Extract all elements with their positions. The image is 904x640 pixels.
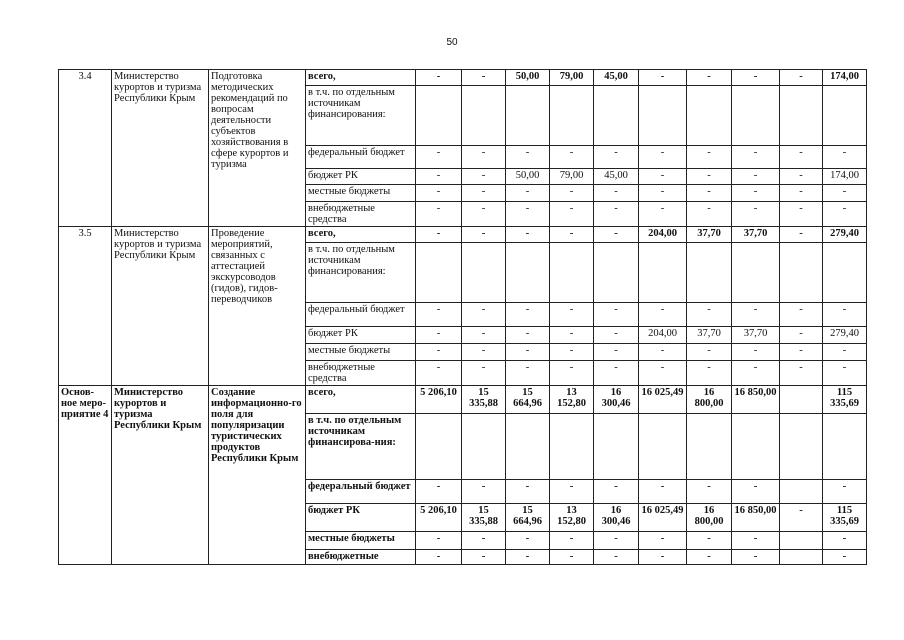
value-cell: - <box>687 361 732 386</box>
value-cell: 37,70 <box>732 327 780 344</box>
value-cell: - <box>416 327 462 344</box>
value-cell: - <box>416 202 462 227</box>
value-cell: 5 206,10 <box>416 504 462 532</box>
value-cell: - <box>594 532 639 550</box>
value-cell: 37,70 <box>687 227 732 243</box>
value-cell: - <box>594 327 639 344</box>
funding-source: внебюджетные средства <box>306 361 416 386</box>
value-cell: 13 152,80 <box>550 504 594 532</box>
value-cell: 37,70 <box>732 227 780 243</box>
table-row <box>59 70 867 86</box>
funding-source: внебюджетные средства <box>306 202 416 227</box>
value-cell: 13 152,80 <box>550 386 594 414</box>
value-cell: 37,70 <box>687 327 732 344</box>
value-cell <box>732 86 780 146</box>
value-cell: - <box>639 202 687 227</box>
value-cell: - <box>687 70 732 86</box>
value-cell: - <box>416 227 462 243</box>
value-cell: 115 335,69 <box>823 386 867 414</box>
funding-source: федеральный бюджет <box>306 303 416 327</box>
value-cell: - <box>639 344 687 361</box>
value-cell: - <box>594 227 639 243</box>
value-cell: - <box>732 169 780 185</box>
value-cell: - <box>416 550 462 565</box>
funding-source: в т.ч. по отдельным источникам финансирования: <box>306 86 416 146</box>
value-cell: - <box>823 202 867 227</box>
value-cell: - <box>594 202 639 227</box>
value-cell: - <box>416 169 462 185</box>
value-cell: - <box>639 361 687 386</box>
value-cell: - <box>639 532 687 550</box>
value-cell: - <box>687 550 732 565</box>
value-cell: - <box>506 185 550 202</box>
value-cell: - <box>462 202 506 227</box>
value-cell: 16 850,00 <box>732 504 780 532</box>
value-cell: 15 335,88 <box>462 386 506 414</box>
value-cell <box>506 414 550 480</box>
value-cell <box>780 86 823 146</box>
value-cell: - <box>823 185 867 202</box>
value-cell: - <box>416 480 462 504</box>
value-cell: - <box>416 344 462 361</box>
funding-source: в т.ч. по отдельным источникам финансирования: <box>306 243 416 303</box>
value-cell: - <box>823 480 867 504</box>
value-cell: - <box>506 327 550 344</box>
value-cell: - <box>550 550 594 565</box>
value-cell <box>780 243 823 303</box>
value-cell: 16 300,46 <box>594 386 639 414</box>
value-cell <box>687 86 732 146</box>
value-cell: - <box>462 70 506 86</box>
funding-source: местные бюджеты <box>306 532 416 550</box>
value-cell: - <box>732 146 780 169</box>
value-cell: - <box>639 480 687 504</box>
value-cell: - <box>780 344 823 361</box>
funding-source: федеральный бюджет <box>306 480 416 504</box>
funding-source: всего, <box>306 227 416 243</box>
budget-table <box>58 69 867 565</box>
value-cell <box>780 532 823 550</box>
value-cell: - <box>462 185 506 202</box>
value-cell: - <box>416 361 462 386</box>
value-cell: - <box>550 303 594 327</box>
funding-source: федеральный бюджет <box>306 146 416 169</box>
value-cell: - <box>687 185 732 202</box>
section-code: Основ-ное меро-приятие 4 <box>59 386 112 565</box>
value-cell: - <box>780 70 823 86</box>
value-cell: - <box>732 344 780 361</box>
value-cell: 16 025,49 <box>639 504 687 532</box>
value-cell <box>780 386 823 414</box>
value-cell <box>550 414 594 480</box>
value-cell: 204,00 <box>639 327 687 344</box>
value-cell <box>639 243 687 303</box>
value-cell: - <box>687 480 732 504</box>
value-cell: 79,00 <box>550 70 594 86</box>
value-cell <box>687 243 732 303</box>
value-cell: - <box>550 361 594 386</box>
value-cell: - <box>594 303 639 327</box>
value-cell: - <box>732 532 780 550</box>
value-cell <box>462 414 506 480</box>
value-cell: - <box>462 361 506 386</box>
section-executor: Министерство курортов и туризма Республики Крым <box>112 227 209 386</box>
funding-source: всего, <box>306 386 416 414</box>
value-cell <box>732 414 780 480</box>
value-cell: - <box>780 146 823 169</box>
value-cell: - <box>462 146 506 169</box>
value-cell <box>550 86 594 146</box>
value-cell <box>823 243 867 303</box>
value-cell: - <box>594 344 639 361</box>
value-cell: - <box>687 303 732 327</box>
value-cell: - <box>506 202 550 227</box>
value-cell: - <box>823 303 867 327</box>
funding-source: бюджет РК <box>306 327 416 344</box>
value-cell: - <box>780 202 823 227</box>
value-cell: - <box>506 550 550 565</box>
funding-source: в т.ч. по отдельным источникам финансирова-ния: <box>306 414 416 480</box>
value-cell: 15 664,96 <box>506 504 550 532</box>
value-cell: 16 800,00 <box>687 504 732 532</box>
value-cell: - <box>416 146 462 169</box>
value-cell: 174,00 <box>823 70 867 86</box>
value-cell: - <box>462 344 506 361</box>
value-cell: 16 300,46 <box>594 504 639 532</box>
value-cell: - <box>550 327 594 344</box>
value-cell: - <box>416 185 462 202</box>
value-cell: - <box>780 303 823 327</box>
table-row <box>59 227 867 243</box>
value-cell: 5 206,10 <box>416 386 462 414</box>
value-cell: 16 850,00 <box>732 386 780 414</box>
value-cell: - <box>462 227 506 243</box>
value-cell: - <box>780 327 823 344</box>
value-cell <box>594 243 639 303</box>
value-cell: - <box>506 361 550 386</box>
section-executor: Министерство курортов и туризма Республики Крым <box>112 70 209 227</box>
section-executor: Министерство курортов и туризма Республики Крым <box>112 386 209 565</box>
value-cell: - <box>780 185 823 202</box>
value-cell: 115 335,69 <box>823 504 867 532</box>
value-cell <box>687 414 732 480</box>
value-cell: - <box>506 480 550 504</box>
value-cell: - <box>550 185 594 202</box>
value-cell: - <box>594 146 639 169</box>
value-cell: - <box>732 550 780 565</box>
value-cell: - <box>780 169 823 185</box>
value-cell: - <box>823 532 867 550</box>
value-cell: - <box>462 303 506 327</box>
value-cell: - <box>639 303 687 327</box>
value-cell: - <box>506 532 550 550</box>
value-cell: - <box>550 480 594 504</box>
value-cell <box>823 86 867 146</box>
value-cell: - <box>550 227 594 243</box>
value-cell: - <box>823 361 867 386</box>
funding-source: местные бюджеты <box>306 185 416 202</box>
value-cell: - <box>780 361 823 386</box>
value-cell: - <box>416 303 462 327</box>
value-cell: - <box>550 202 594 227</box>
value-cell: - <box>550 532 594 550</box>
value-cell <box>462 243 506 303</box>
section-name: Подготовка методических рекомендаций по вопросам деятельности субъектов хозяйствования в сфере курортов и туризма <box>209 70 306 227</box>
value-cell: 15 335,88 <box>462 504 506 532</box>
value-cell: 279,40 <box>823 227 867 243</box>
budget-table-body <box>59 70 867 565</box>
value-cell <box>416 414 462 480</box>
value-cell: - <box>594 480 639 504</box>
value-cell: - <box>687 532 732 550</box>
value-cell: 50,00 <box>506 70 550 86</box>
value-cell: - <box>462 327 506 344</box>
value-cell: 16 800,00 <box>687 386 732 414</box>
value-cell: - <box>594 361 639 386</box>
value-cell <box>506 243 550 303</box>
value-cell: - <box>462 532 506 550</box>
value-cell: - <box>639 169 687 185</box>
value-cell <box>550 243 594 303</box>
value-cell <box>639 86 687 146</box>
value-cell: 79,00 <box>550 169 594 185</box>
table-row <box>59 386 867 414</box>
value-cell: 16 025,49 <box>639 386 687 414</box>
value-cell <box>594 86 639 146</box>
value-cell: - <box>687 344 732 361</box>
value-cell <box>462 86 506 146</box>
value-cell <box>780 414 823 480</box>
value-cell <box>780 480 823 504</box>
value-cell: 174,00 <box>823 169 867 185</box>
funding-source: бюджет РК <box>306 504 416 532</box>
value-cell: - <box>780 504 823 532</box>
value-cell: - <box>687 146 732 169</box>
funding-source: всего, <box>306 70 416 86</box>
value-cell: 204,00 <box>639 227 687 243</box>
value-cell <box>823 414 867 480</box>
value-cell: 279,40 <box>823 327 867 344</box>
value-cell <box>594 414 639 480</box>
funding-source: бюджет РК <box>306 169 416 185</box>
value-cell: - <box>732 202 780 227</box>
value-cell <box>506 86 550 146</box>
value-cell: 15 664,96 <box>506 386 550 414</box>
page-number: 50 <box>446 37 458 48</box>
value-cell: - <box>462 480 506 504</box>
value-cell: - <box>594 185 639 202</box>
value-cell: - <box>506 146 550 169</box>
value-cell: - <box>639 185 687 202</box>
value-cell: - <box>732 70 780 86</box>
value-cell: - <box>639 70 687 86</box>
value-cell: - <box>506 303 550 327</box>
value-cell: - <box>416 532 462 550</box>
value-cell: - <box>732 361 780 386</box>
value-cell: - <box>506 227 550 243</box>
value-cell: - <box>550 146 594 169</box>
value-cell: - <box>823 550 867 565</box>
value-cell: - <box>594 550 639 565</box>
value-cell: - <box>780 227 823 243</box>
funding-source: внебюджетные <box>306 550 416 565</box>
funding-source: местные бюджеты <box>306 344 416 361</box>
value-cell: - <box>506 344 550 361</box>
value-cell: - <box>732 303 780 327</box>
section-name: Создание информационно-го поля для популяризации туристических продуктов Республики Крым <box>209 386 306 565</box>
value-cell: - <box>550 344 594 361</box>
value-cell: - <box>687 169 732 185</box>
value-cell <box>639 414 687 480</box>
value-cell: - <box>416 70 462 86</box>
value-cell <box>732 243 780 303</box>
value-cell: 45,00 <box>594 169 639 185</box>
section-code: 3.5 <box>59 227 112 386</box>
value-cell: - <box>823 344 867 361</box>
value-cell: - <box>462 550 506 565</box>
value-cell: - <box>462 169 506 185</box>
value-cell: - <box>687 202 732 227</box>
value-cell: - <box>823 146 867 169</box>
value-cell: - <box>732 480 780 504</box>
section-name: Проведение мероприятий, связанных с аттестацией экскурсоводов (гидов), гидов-переводчиков <box>209 227 306 386</box>
value-cell <box>416 243 462 303</box>
value-cell <box>780 550 823 565</box>
value-cell: - <box>639 146 687 169</box>
section-code: 3.4 <box>59 70 112 227</box>
value-cell: - <box>732 185 780 202</box>
value-cell: - <box>639 550 687 565</box>
value-cell: 45,00 <box>594 70 639 86</box>
value-cell: 50,00 <box>506 169 550 185</box>
value-cell <box>416 86 462 146</box>
